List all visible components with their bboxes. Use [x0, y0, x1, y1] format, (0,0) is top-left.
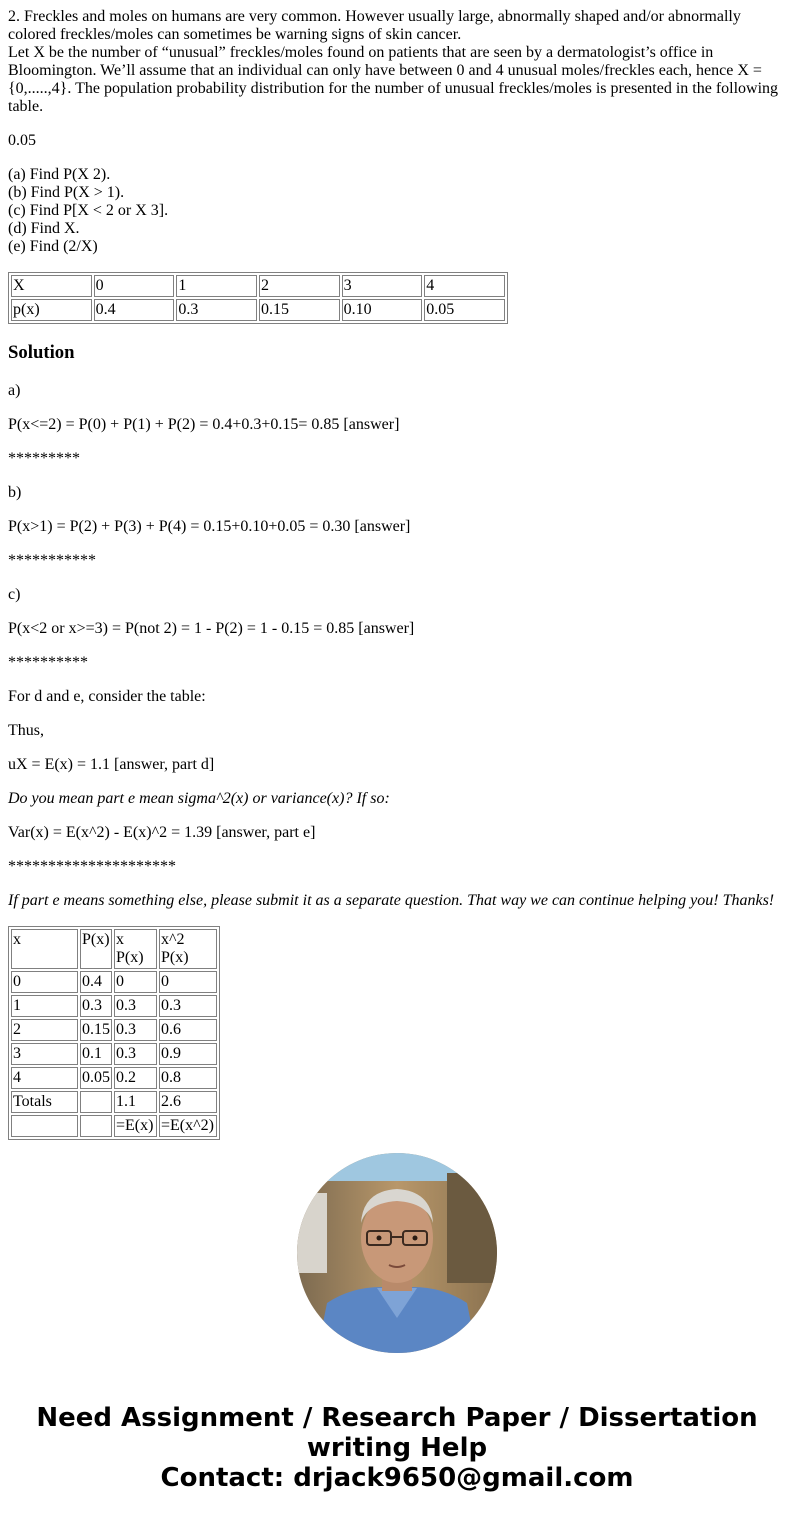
table-cell: 0.9 — [159, 1043, 217, 1065]
table-cell: 0.15 — [80, 1019, 112, 1041]
question-part-a: (a) Find P(X 2). — [8, 166, 111, 183]
table-cell: 0.6 — [159, 1019, 217, 1041]
closing-note — [8, 892, 786, 910]
part-b-label: b) — [8, 484, 22, 501]
thus-text: Thus, — [8, 722, 44, 739]
table-row — [11, 1019, 217, 1041]
closing-note-text: If part e means something else, please submit it as a separate question. That way we can continue helping you! Thanks! — [8, 892, 775, 909]
question-part-e: (e) Find (2/X) — [8, 238, 98, 255]
footer-banner — [0, 1403, 794, 1493]
table-cell: 0.3 — [159, 995, 217, 1017]
table-cell: 1 — [176, 275, 257, 297]
footer-line-2: writing Help — [306, 1433, 488, 1463]
intro-paragraph-1: 2. Freckles and moles on humans are very common. However usually large, abnormally shaped and/or abnormally colored freckles/moles can sometimes be warning signs of skin cancer. — [8, 8, 741, 43]
table-cell: 0.10 — [342, 299, 423, 321]
table-header-cell: x^2 P(x) — [159, 929, 217, 969]
footer-line-1: Need Assignment / Research Paper / Dissertation — [36, 1403, 758, 1433]
calculation-table — [8, 926, 220, 1140]
part-d-answer: uX = E(x) = 1.1 [answer, part d] — [8, 756, 215, 773]
table-cell: 0.15 — [259, 299, 340, 321]
part-a-label: a) — [8, 382, 21, 399]
table-cell: 0 — [159, 971, 217, 993]
table-cell: 4 — [424, 275, 505, 297]
distribution-table — [8, 272, 508, 324]
stray-value: 0.05 — [8, 132, 36, 149]
table-cell: 2.6 — [159, 1091, 217, 1113]
avatar — [297, 1153, 497, 1353]
intro-paragraph-2: Let X be the number of “unusual” freckles/moles found on patients that are seen by a dermatologist’s office in Bloomington. We’ll assume that an individual can only have between 0 and 4 unusual moles/freckles each, hence X = {0,.....,4}. The population probability distribution for the number of unusual freckles/moles is presented in the following table. — [8, 44, 779, 115]
part-c-answer: P(x<2 or x>=3) = P(not 2) = 1 - P(2) = 1 - 0.15 = 0.85 [answer] — [8, 620, 415, 637]
table-cell: 1 — [11, 995, 78, 1017]
question-part-d: (d) Find X. — [8, 220, 80, 237]
table-cell: =E(x^2) — [159, 1115, 217, 1137]
part-e-question-text: Do you mean part e mean sigma^2(x) or variance(x)? If so: — [8, 790, 390, 807]
table-cell: 0.3 — [114, 995, 157, 1017]
table-cell: 0.2 — [114, 1067, 157, 1089]
table-row — [11, 971, 217, 993]
question-part-c: (c) Find P[X < 2 or X 3]. — [8, 202, 169, 219]
part-e-answer: Var(x) = E(x^2) - E(x)^2 = 1.39 [answer, part e] — [8, 824, 316, 841]
table-row — [11, 1067, 217, 1089]
table-cell: X — [11, 275, 92, 297]
table-cell: 0 — [114, 971, 157, 993]
table-cell: 0.3 — [80, 995, 112, 1017]
part-de-intro: For d and e, consider the table: — [8, 688, 206, 705]
part-e-question — [8, 790, 786, 808]
table-cell: 3 — [11, 1043, 78, 1065]
footer-contact: Contact: drjack9650@gmail.com — [160, 1463, 634, 1493]
table-cell: 0.4 — [94, 299, 175, 321]
table-row — [11, 1043, 217, 1065]
table-cell: 0.05 — [80, 1067, 112, 1089]
table-cell: 1.1 — [114, 1091, 157, 1113]
separator: ********************* — [8, 858, 176, 875]
table-row — [11, 299, 505, 321]
table-cell: 2 — [259, 275, 340, 297]
table-cell: 0.4 — [80, 971, 112, 993]
table-cell: 0.3 — [176, 299, 257, 321]
table-cell: Totals — [11, 1091, 78, 1113]
table-cell: 2 — [11, 1019, 78, 1041]
table-row — [11, 995, 217, 1017]
separator: ********* — [8, 450, 80, 467]
solution-heading: Solution — [8, 342, 75, 363]
table-cell: 3 — [342, 275, 423, 297]
table-cell — [80, 1091, 112, 1113]
table-cell: =E(x) — [114, 1115, 157, 1137]
part-c-label: c) — [8, 586, 21, 603]
separator: *********** — [8, 552, 96, 569]
part-a-answer: P(x<=2) = P(0) + P(1) + P(2) = 0.4+0.3+0.15= 0.85 [answer] — [8, 416, 400, 433]
table-cell: p(x) — [11, 299, 92, 321]
table-cell: 0.05 — [424, 299, 505, 321]
table-cell: 4 — [11, 1067, 78, 1089]
question-parts — [8, 166, 786, 256]
table-header-cell: P(x) — [80, 929, 112, 969]
part-b-answer: P(x>1) = P(2) + P(3) + P(4) = 0.15+0.10+0.05 = 0.30 [answer] — [8, 518, 411, 535]
table-row — [11, 1115, 217, 1137]
table-cell: 0 — [11, 971, 78, 993]
table-cell: 0.1 — [80, 1043, 112, 1065]
separator: ********** — [8, 654, 88, 671]
table-cell: 0.3 — [114, 1019, 157, 1041]
table-header-row — [11, 929, 217, 969]
table-row — [11, 1091, 217, 1113]
author-photo — [297, 1153, 497, 1353]
table-header-cell: x P(x) — [114, 929, 157, 969]
table-cell: 0.8 — [159, 1067, 217, 1089]
question-part-b: (b) Find P(X > 1). — [8, 184, 125, 201]
table-cell — [11, 1115, 78, 1137]
question-intro — [8, 8, 786, 116]
table-header-cell: x — [11, 929, 78, 969]
table-cell: 0.3 — [114, 1043, 157, 1065]
table-cell: 0 — [94, 275, 175, 297]
table-row — [11, 275, 505, 297]
table-cell — [80, 1115, 112, 1137]
